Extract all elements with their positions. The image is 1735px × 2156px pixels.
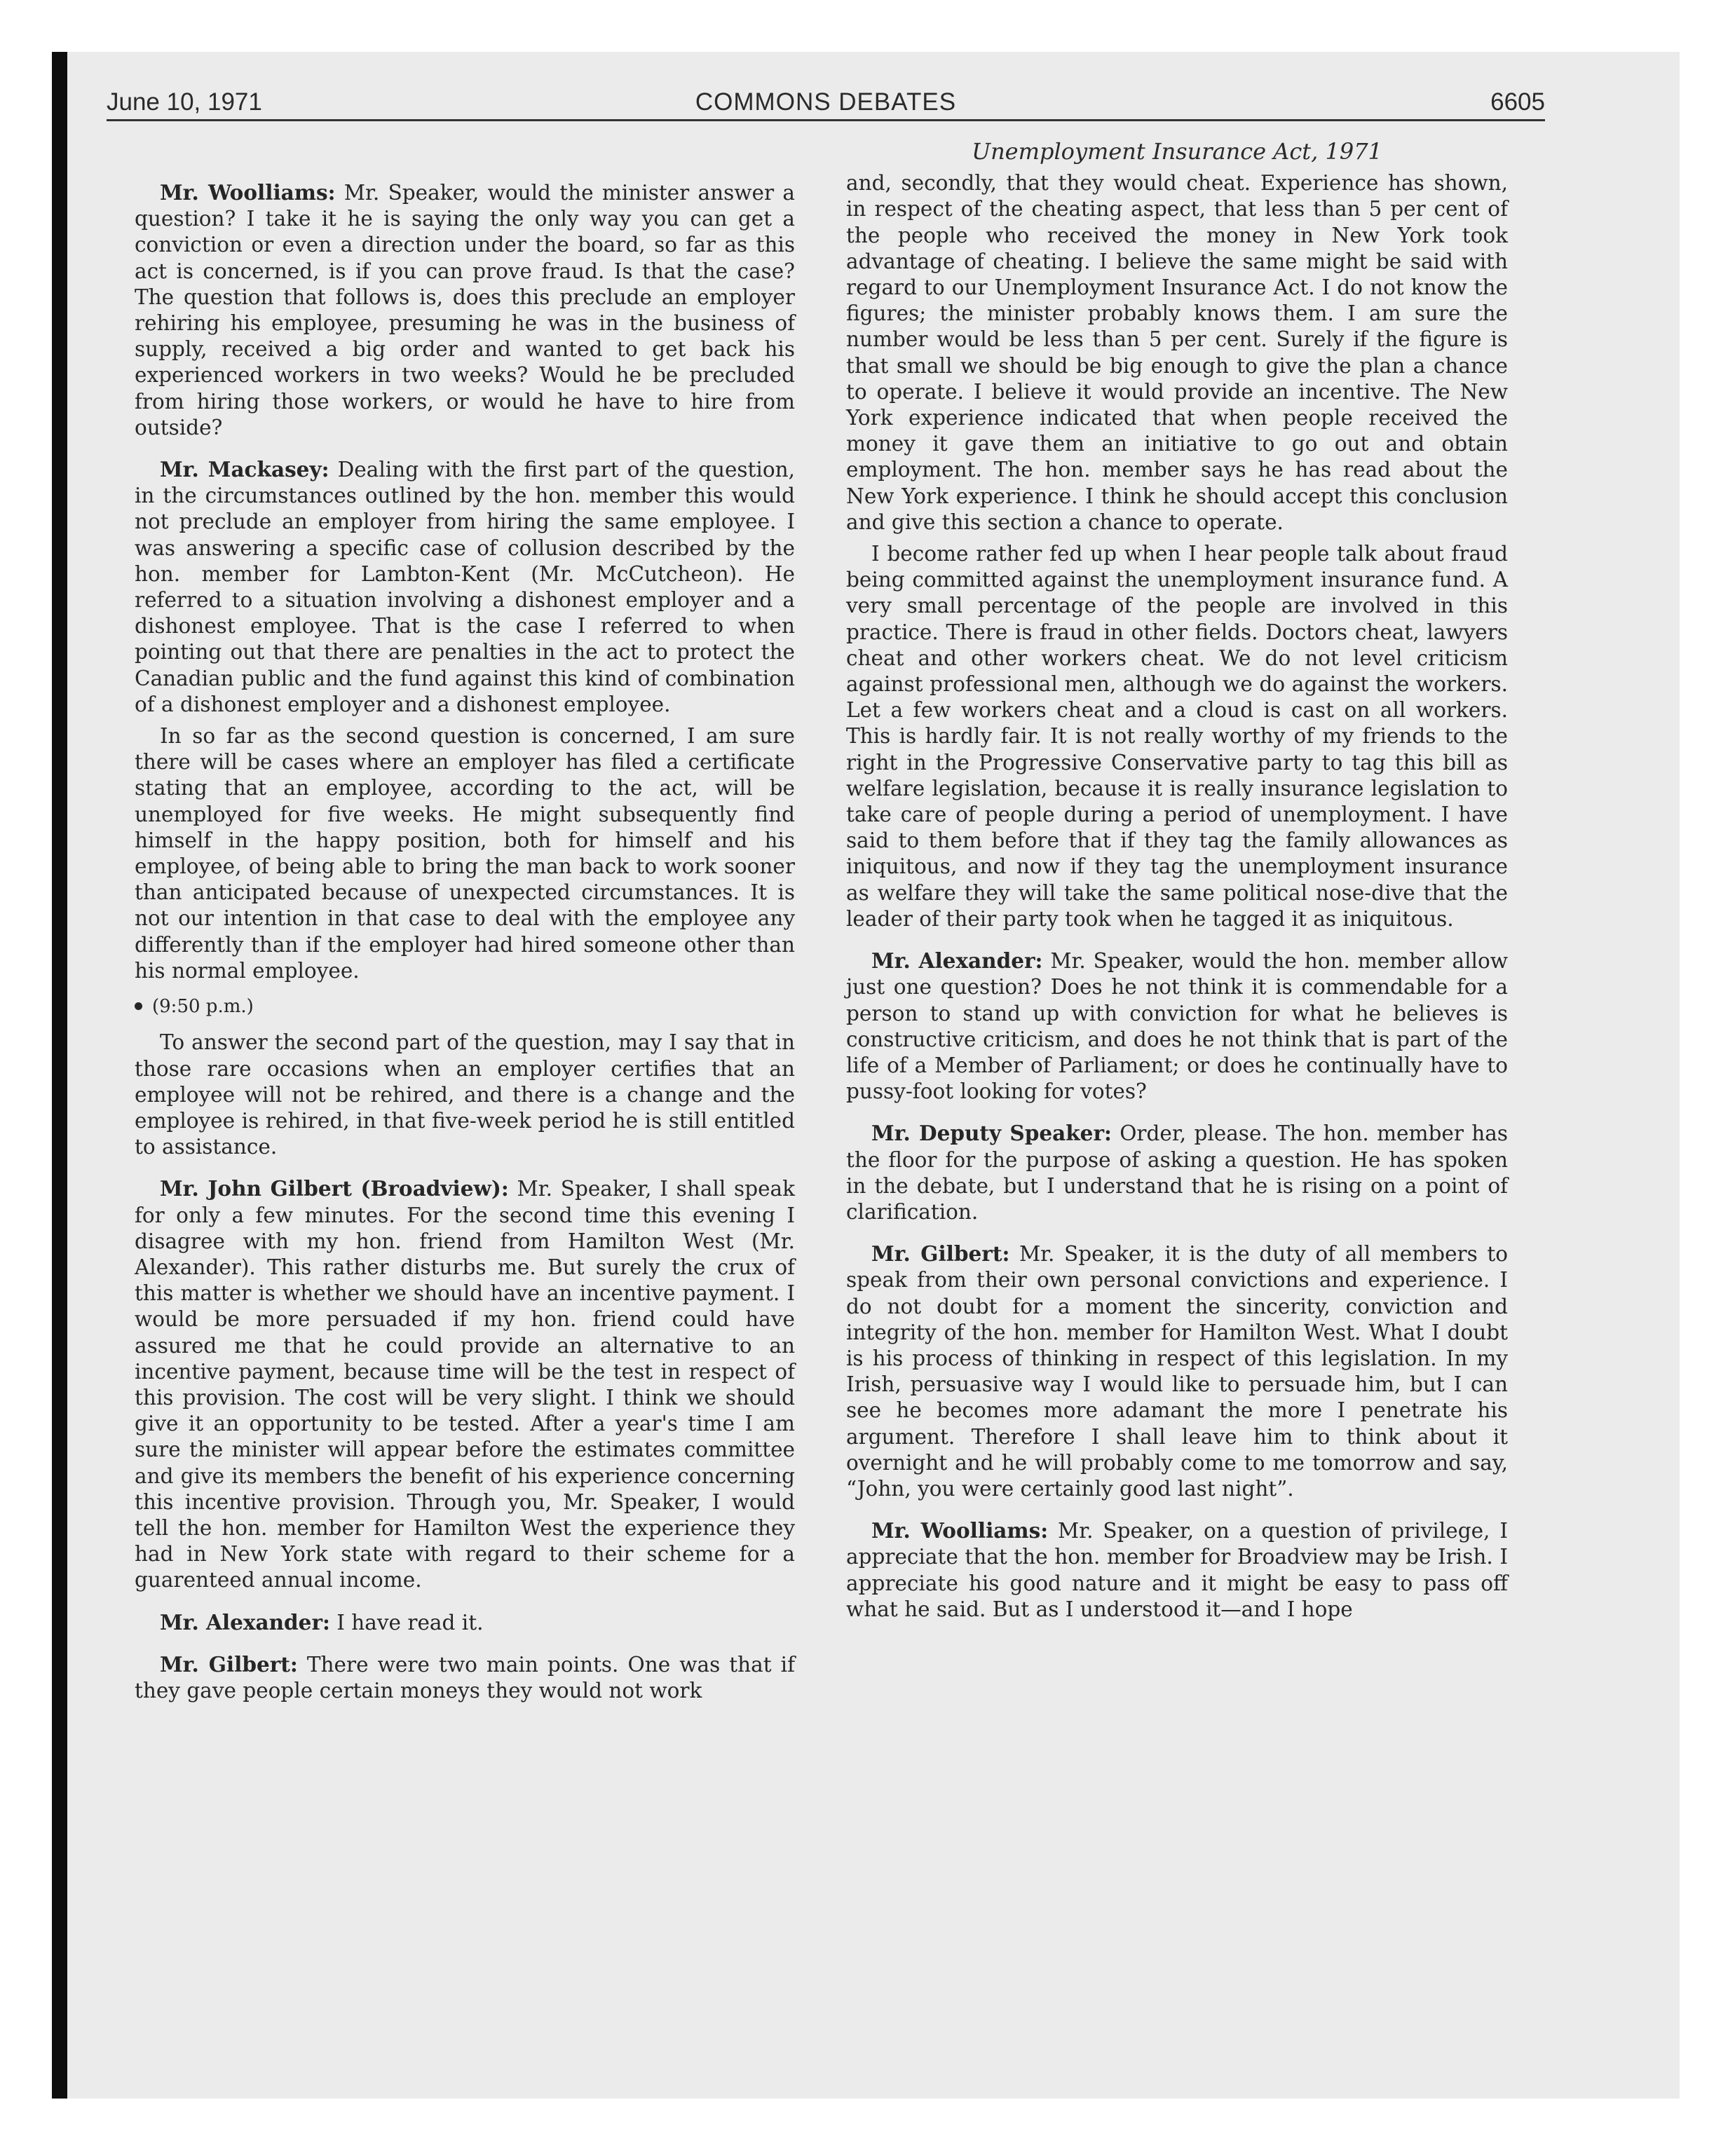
paragraph bbox=[846, 170, 1508, 535]
paragraph-text: I become rather fed up when I hear people talk about fraud being committed against the unemployment insurance fund. A very small percentage of the people are involved in this practice. There is fraud in other fields. Doctors cheat, lawyers cheat and other workers cheat. We do not level criticism against professional men, although we do against the workers. Let a few workers cheat and a cloud is cast on all workers. This is hardly fair. It is not really worthy of my friends to the right in the Progressive Conservative party to tag this bill as welfare legislation, because it is really insurance legislation to take care of people during a period of unemployment. I have said to them before that if they tag the family allowances as iniquitous, and now if they tag the unemployment insurance as welfare they will take the same political nose-dive that the leader of their party took when he tagged it as iniquitous. bbox=[846, 542, 1508, 931]
bullet-icon bbox=[135, 1002, 142, 1010]
header-publication: COMMONS DEBATES bbox=[695, 88, 957, 116]
paragraph bbox=[135, 1651, 795, 1704]
speaker-name: Mr. Mackasey: bbox=[160, 457, 329, 482]
speaker-name: Mr. Deputy Speaker: bbox=[871, 1121, 1112, 1146]
left-column bbox=[135, 179, 795, 1710]
paragraph bbox=[135, 723, 795, 984]
binding-edge bbox=[52, 52, 67, 2099]
speaker-name: Mr. Gilbert: bbox=[871, 1241, 1010, 1267]
header-page-number: 6605 bbox=[1490, 88, 1545, 116]
speaker-name: Mr. Gilbert: bbox=[160, 1651, 298, 1677]
paragraph bbox=[135, 1030, 795, 1160]
speaker-name: Mr. Alexander: bbox=[160, 1609, 330, 1635]
timestamp-marker bbox=[135, 994, 795, 1020]
paragraph bbox=[846, 1241, 1508, 1502]
page-header bbox=[107, 83, 1545, 121]
speaker-name: Mr. Woolliams: bbox=[871, 1518, 1049, 1543]
paragraph-text: Mr. Speaker, would the minister answer a question? I take it he is saying the only way you can get a conviction or even a direction under the board, so far as this act is concerned, is if you can prove fraud. Is that the case? The question that follows is, does this preclude an employer rehiring his employee, presuming he was in the business of supply, received a big order and wanted to get back his experienced workers in two weeks? Would he be precluded from hiring those workers, or would he have to hire from outside? bbox=[135, 181, 795, 439]
paragraph bbox=[846, 541, 1508, 932]
speaker-name: Mr. John Gilbert (Broadview): bbox=[160, 1176, 509, 1201]
paragraph-text: Mr. Speaker, I shall speak for only a few minutes. For the second time this evening I disagree with my hon. friend from Hamilton West (Mr. Alexander). This rather disturbs me. But surely the crux of this matter is whether we should have an incentive payment. I would be more persuaded if my hon. friend could have assured me that he could provide an alternative to an incentive payment, because time will be the test in respect of this provision. The cost will be very slight. I think we should give it an opportunity to be tested. After a year's time I am sure the minister will appear before the estimates committee and give its members the benefit of his experience concerning this incentive provision. Through you, Mr. Speaker, I would tell the hon. member for Hamilton West the experience they had in New York state with regard to their scheme for a guarenteed annual income. bbox=[135, 1177, 796, 1592]
header-date: June 10, 1971 bbox=[107, 88, 262, 116]
paragraph-text: and, secondly, that they would cheat. Experience has shown, in respect of the cheating aspect, that less than 5 per cent of the people who received the money in New York took advantage of cheating. I believe the same might be said with regard to our Unemployment Insurance Act. I do not know the figures; the minister probably knows them. I am sure the number would be less than 5 per cent. Surely if the figure is that small we should be big enough to give the plan a chance to operate. I believe it would provide an incentive. The New York experience indicated that when people received the money it gave them an initiative to go out and obtain employment. The hon. member says he has read about the New York experience. I think he should accept this conclusion and give this section a chance to operate. bbox=[846, 171, 1508, 534]
paragraph-text: I have read it. bbox=[329, 1610, 484, 1635]
paragraph-text: In so far as the second question is concerned, I am sure there will be cases where an employer has filed a certificate stating that an employee, according to the act, will be unemployed for five weeks. He might subsequently find himself in the happy position, both for himself and his employee, of being able to bring the man back to work sooner than anticipated because of unexpected circumstances. It is not our intention in that case to deal with the employee any differently than if the employer had hired someone other than his normal employee. bbox=[135, 724, 795, 983]
paragraph bbox=[846, 1120, 1508, 1225]
paragraph bbox=[846, 1517, 1508, 1623]
paragraph-text: To answer the second part of the question, may I say that in those rare occasions when an employer certifies that an employee will not be rehired, and there is a change and the employee is rehired, in that five-week period he is still entitled to assistance. bbox=[135, 1030, 795, 1159]
paragraph-text: There were two main points. One was that if they gave people certain moneys they would not work bbox=[135, 1652, 796, 1703]
paragraph bbox=[135, 179, 795, 441]
paragraph bbox=[135, 456, 795, 718]
paragraph bbox=[135, 1609, 795, 1636]
speaker-name: Mr. Alexander: bbox=[871, 948, 1043, 974]
paragraph-text: Mr. Speaker, it is the duty of all members to speak from their own personal convictions and experience. I do not doubt for a moment the sincerity, conviction and integrity of the hon. member for Hamilton West. What I doubt is his process of thinking in respect of this legislation. In my Irish, persuasive way I would like to persuade him, but I can see he becomes more adamant the more I penetrate his argument. Therefore I shall leave him to think about it overnight and he will probably come to me tomorrow and say, “John, you were certainly good last night”. bbox=[846, 1242, 1509, 1501]
paragraph-text: Dealing with the first part of the question, in the circumstances outlined by the hon. member this would not preclude an employer from hiring the same employee. I was answering a specific case of collusion described by the hon. member for Lambton-Kent (Mr. McCutcheon). He referred to a situation involving a dishonest employer and a dishonest employee. That is the case I referred to when pointing out that there are penalties in the act to protect the Canadian public and the fund against this kind of combination of a dishonest employer and a dishonest employee. bbox=[135, 458, 795, 716]
speaker-name: Mr. Woolliams: bbox=[160, 180, 336, 205]
paragraph-text: Mr. Speaker, on a question of privilege, I appreciate that the hon. member for Broadview may be Irish. I appreciate his good nature and it might be easy to pass off what he said. But as I understood it—and I hope bbox=[846, 1519, 1508, 1621]
paragraph bbox=[135, 1175, 795, 1593]
paragraph-text: Order, please. The hon. member has the floor for the purpose of asking a question. He has spoken in the debate, but I understand that he is rising on a point of clarification. bbox=[846, 1121, 1509, 1224]
paragraph bbox=[846, 948, 1508, 1105]
paragraph-text: Mr. Speaker, would the hon. member allow just one question? Does he not think it is commendable for a person to stand up with conviction for what he believes is constructive criticism, and does he not think that is part of the life of a Member of Parliament; or does he continually have to pussy-foot looking for votes? bbox=[846, 949, 1509, 1104]
right-column bbox=[846, 139, 1508, 1628]
timestamp: (9:50 p.m.) bbox=[152, 996, 254, 1018]
running-title: Unemployment Insurance Act, 1971 bbox=[972, 138, 1382, 165]
